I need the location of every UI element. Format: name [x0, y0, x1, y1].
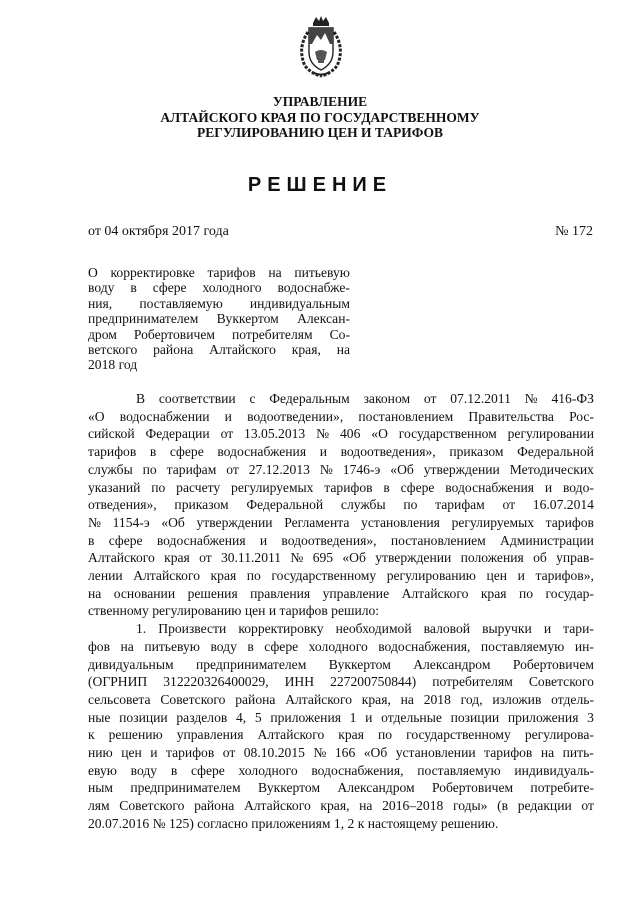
issuer-header	[0, 94, 640, 141]
body-line: В соответствии с Федеральным законом от 07.12.2011 № 416-ФЗ	[136, 391, 594, 406]
body-line: в сфере водоснабжения и водоотведения», постановлением Администрации	[88, 532, 594, 548]
subject-line: 2018 год	[88, 357, 138, 373]
document-subject	[88, 265, 350, 373]
body-line: указаний по расчету регулируемых тарифов в сфере водоснабжения и водо-	[88, 479, 594, 495]
body-line: лям Советского района Алтайского края, на 2016–2018 годы» (в редакции от	[88, 798, 594, 814]
subject-line: ния, поставляемую индивидуальным	[88, 295, 350, 311]
body-line: № 1154-э «Об утверждении Регламента установления регулируемых тарифов	[88, 514, 594, 530]
document-number: № 172	[555, 224, 593, 239]
body-line: отведения», приказом Федеральной службы по тарифам от 16.07.2014	[88, 497, 594, 513]
body-line: сийской Федерации от 13.05.2013 № 406 «О государственном регулировании	[88, 426, 594, 442]
body-line: 1. Произвести корректировку необходимой валовой выручки и тари-	[136, 621, 594, 637]
body-line: нию цен и тарифов от 08.10.2015 № 166 «Об установлении тарифов на пить-	[88, 745, 594, 761]
header-line: АЛТАЙСКОГО КРАЯ ПО ГОСУДАРСТВЕННОМУ	[160, 109, 480, 125]
body-line: Алтайского края от 30.11.2011 № 695 «Об утверждении положения об управ-	[88, 550, 594, 566]
body-line: фов на питьевую воду в сфере холодного водоснабжения, поставляемую ин-	[88, 638, 594, 654]
body-line: ным предпринимателем Вуккертом Александром Робертовичем потребите-	[88, 780, 594, 796]
document-date: от 04 октября 2017 года	[88, 224, 229, 239]
body-line: к решению управления Алтайского края по государственному регулирова-	[88, 727, 594, 743]
subject-line: О корректировке тарифов на питьевую	[88, 265, 350, 280]
body-line: службы по тарифам от 27.12.2013 № 1746-э «Об утверждении Методических	[88, 461, 594, 477]
subject-line: предпринимателем Вуккертом Алексан-	[88, 311, 350, 327]
header-line: УПРАВЛЕНИЕ	[272, 94, 368, 109]
coat-of-arms-icon	[294, 14, 348, 80]
subject-line: ветского района Алтайского края, на	[88, 342, 350, 358]
body-line: евую воду в сфере холодного водоснабжения, поставляемую индивидуаль-	[88, 762, 594, 778]
body-line: (ОГРНИП 312220326400029, ИНН 227200750844) потребителям Советского	[88, 674, 594, 690]
body-line: дивидуальным предпринимателем Вуккертом Александром Робертовичем	[88, 656, 594, 672]
body-line: лении Алтайского края по государственному регулированию цен и тарифов»,	[88, 568, 594, 584]
body-line: 20.07.2016 № 125) согласно приложениям 1, 2 к настоящему решению.	[88, 815, 499, 831]
body-line: «О водоснабжении и водоотведении», постановлением Правительства Рос-	[88, 408, 594, 424]
header-line: РЕГУЛИРОВАНИЮ ЦЕН И ТАРИФОВ	[196, 125, 444, 140]
body-line: тарифов в сфере водоснабжения и водоотведения», приказом Федеральной	[88, 444, 594, 460]
document-body	[88, 390, 594, 833]
document-title: РЕШЕНИЕ	[247, 174, 393, 196]
body-line: на основании решения правления управление Алтайского края по государ-	[88, 585, 594, 601]
body-line: сельсовета Советского района Алтайского края, на 2018 год, изложив отдель-	[88, 691, 594, 707]
body-line: ные позиции разделов 4, 5 приложения 1 и отдельные позиции приложения 3	[88, 709, 594, 725]
body-line: ственному регулированию цен и тарифов решило:	[88, 603, 380, 619]
subject-line: дром Робертовичем потребителям Со-	[88, 326, 350, 342]
subject-line: воду в сфере холодного водоснабже-	[88, 280, 350, 296]
